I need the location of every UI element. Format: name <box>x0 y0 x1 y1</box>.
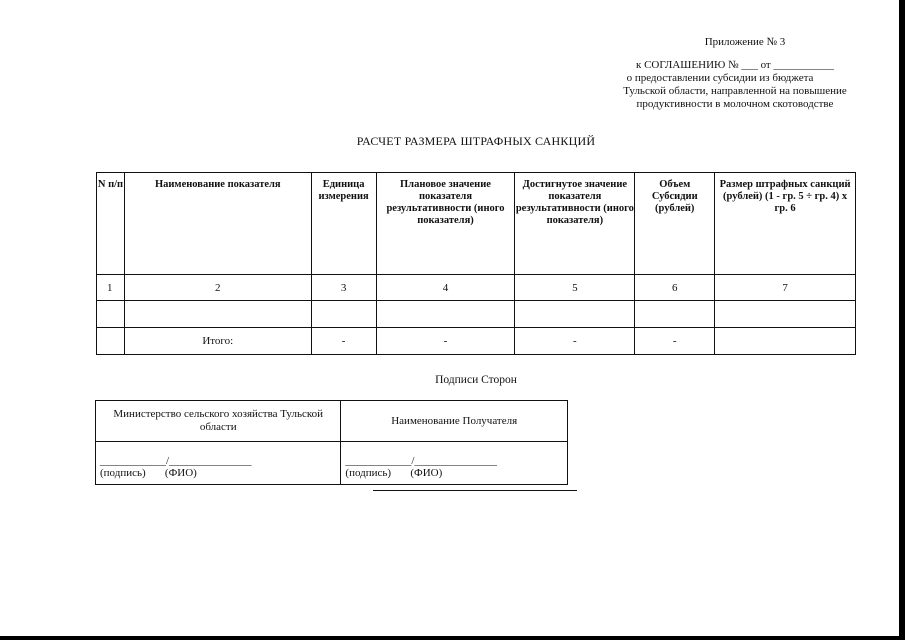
total-cell: - <box>635 328 715 355</box>
document-title: РАСЧЕТ РАЗМЕРА ШТРАФНЫХ САНКЦИЙ <box>356 134 596 148</box>
table-cell <box>311 301 376 328</box>
appendix-line-3: Тульской области, направленной на повышение <box>623 85 847 97</box>
appendix-number: Приложение № 3 <box>704 36 786 48</box>
column-number-row <box>97 275 856 301</box>
signatures-table <box>95 400 568 485</box>
header-row <box>97 173 856 275</box>
column-number-cell: 2 <box>124 275 311 301</box>
right-signature-line: ____________/_______________ <box>345 455 497 467</box>
column-number-cell: 7 <box>715 275 856 301</box>
appendix-line-1: к СОГЛАШЕНИЮ № ___ от ___________ <box>636 59 834 71</box>
header-cell: Размер штрафных санкций (рублей) (1 - гр. 5 ÷ гр. 4) x гр. 6 <box>715 173 856 275</box>
column-number-cell: 3 <box>311 275 376 301</box>
left-signature-line: ____________/_______________ <box>100 455 252 467</box>
total-cell: - <box>376 328 515 355</box>
appendix-block <box>590 36 880 111</box>
appendix-line-2: о предоставлении субсидии из бюджета <box>626 72 814 84</box>
appendix-line-4: продуктивности в молочном скотоводстве <box>636 98 834 110</box>
header-cell: N п/п <box>97 173 125 275</box>
bottom-rule <box>373 490 577 491</box>
table-cell <box>635 301 715 328</box>
table-cell <box>97 328 125 355</box>
table-cell <box>97 301 125 328</box>
table-row <box>97 301 856 328</box>
table-cell <box>515 301 635 328</box>
header-cell: Объем Субсидии (рублей) <box>635 173 715 275</box>
header-cell: Единица измерения <box>311 173 376 275</box>
scan-edge-right <box>899 0 905 640</box>
table-cell <box>715 301 856 328</box>
column-number-cell: 4 <box>376 275 515 301</box>
total-cell <box>715 328 856 355</box>
header-cell: Наименование показателя <box>124 173 311 275</box>
column-number-cell: 1 <box>97 275 125 301</box>
signature-parties-row <box>96 401 568 442</box>
right-signature-labels: (подпись) (ФИО) <box>345 467 443 479</box>
column-number-cell: 6 <box>635 275 715 301</box>
column-number-cell: 5 <box>515 275 635 301</box>
header-cell: Плановое значение показателя результативности (иного показателя) <box>376 173 515 275</box>
right-signature-cell <box>341 442 568 485</box>
sanctions-table <box>96 172 856 355</box>
total-cell: - <box>311 328 376 355</box>
total-cell: - <box>515 328 635 355</box>
table-cell <box>124 301 311 328</box>
total-label: Итого: <box>124 328 311 355</box>
header-cell: Достигнутое значение показателя результативности (иного показателя) <box>515 173 635 275</box>
table-cell <box>376 301 515 328</box>
signatures-title: Подписи Сторон <box>435 374 517 386</box>
left-signature-labels: (подпись) (ФИО) <box>100 467 197 479</box>
signature-lines-row <box>96 442 568 485</box>
total-row <box>97 328 856 355</box>
left-signature-cell <box>96 442 341 485</box>
right-party-name: Наименование Получателя <box>341 401 568 442</box>
left-party-name: Министерство сельского хозяйства Тульской области <box>96 401 341 442</box>
scan-edge-bottom <box>0 636 905 640</box>
